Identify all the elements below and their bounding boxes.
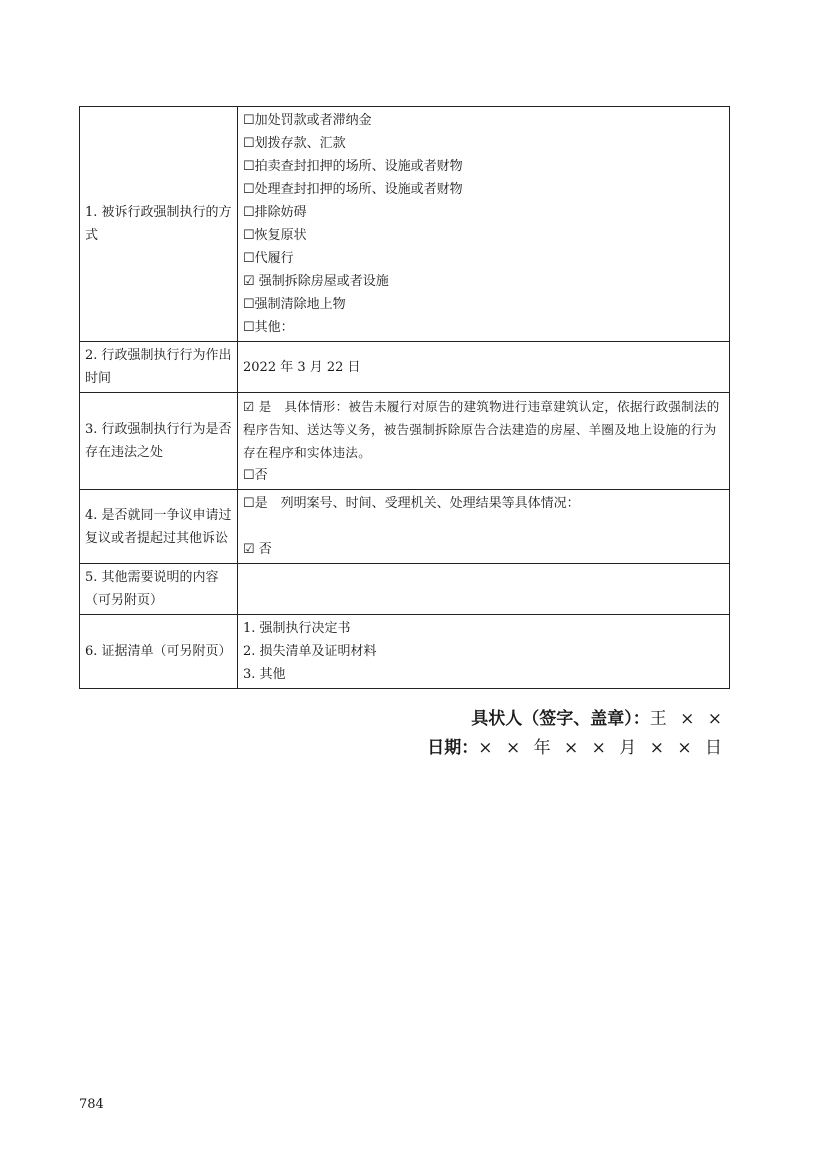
checkbox-option[interactable]: ☐强制清除地上物 [243,297,346,312]
table-row [80,393,730,490]
illegality-cell [238,393,730,490]
other-notes-field[interactable] [238,564,730,615]
table-row [80,615,730,689]
table-row [80,342,730,393]
checkbox-option-checked[interactable]: ☑ 强制拆除房屋或者设施 [243,274,389,289]
row-label: 6. 证据清单（可另附页） [80,615,238,689]
checkbox-option[interactable]: ☐拍卖查封扣押的场所、设施或者财物 [243,159,463,174]
checkbox-option[interactable]: ☐恢复原状 [243,228,307,243]
table-row [80,490,730,564]
page-number: 784 [79,1097,104,1112]
evidence-list [238,615,730,689]
row-label: 3. 行政强制执行行为是否存在违法之处 [80,393,238,490]
list-item: 1. 强制执行决定书 [243,621,351,636]
table-row [80,107,730,342]
checkbox-option[interactable]: ☐排除妨碍 [243,205,307,220]
list-item: 2. 损失清单及证明材料 [243,644,377,659]
date-label: 日期： [427,738,479,758]
enforcement-method-options [238,107,730,342]
checkbox-option[interactable]: ☐其他： [243,320,294,335]
signer-label: 具状人（签字、盖章）： [471,709,650,729]
checkbox-yes-detail[interactable]: ☑ 是 具体情形：被告未履行对原告的建筑物进行违章建筑认定，依据行政强制法的程序告知、送达等义务，被告强制拆除原告合法建造的房屋、羊圈及地上设施的行为存在程序和实体违法。 [243,399,720,460]
checkbox-option[interactable]: ☐划拨存款、汇款 [243,136,346,151]
checkbox-option[interactable]: ☐代履行 [243,251,294,266]
row-label: 2. 行政强制执行行为作出时间 [80,342,238,393]
action-date-value: 2022 年 3 月 22 日 [238,342,730,393]
checkbox-no-checked[interactable]: ☑ 否 [243,542,272,557]
row-label: 5. 其他需要说明的内容（可另附页） [80,564,238,615]
list-item: 3. 其他 [243,667,286,682]
checkbox-no[interactable]: ☐否 [243,468,268,483]
prior-litigation-cell [238,490,730,564]
date-line [427,733,726,758]
spacer [243,515,724,538]
checkbox-option[interactable]: ☐处理查封扣押的场所、设施或者财物 [243,182,463,197]
complaint-form-table [79,106,730,689]
checkbox-yes[interactable]: ☐是 列明案号、时间、受理机关、处理结果等具体情况： [243,496,580,511]
signer-value: 王 × × [649,709,726,729]
signer-line [471,704,726,729]
row-label: 1. 被诉行政强制执行的方式 [80,107,238,342]
date-value: × × 年 × × 月 × × 日 [478,738,726,758]
table-row [80,564,730,615]
checkbox-option[interactable]: ☐加处罚款或者滞纳金 [243,113,372,128]
row-label: 4. 是否就同一争议申请过复议或者提起过其他诉讼 [80,490,238,564]
